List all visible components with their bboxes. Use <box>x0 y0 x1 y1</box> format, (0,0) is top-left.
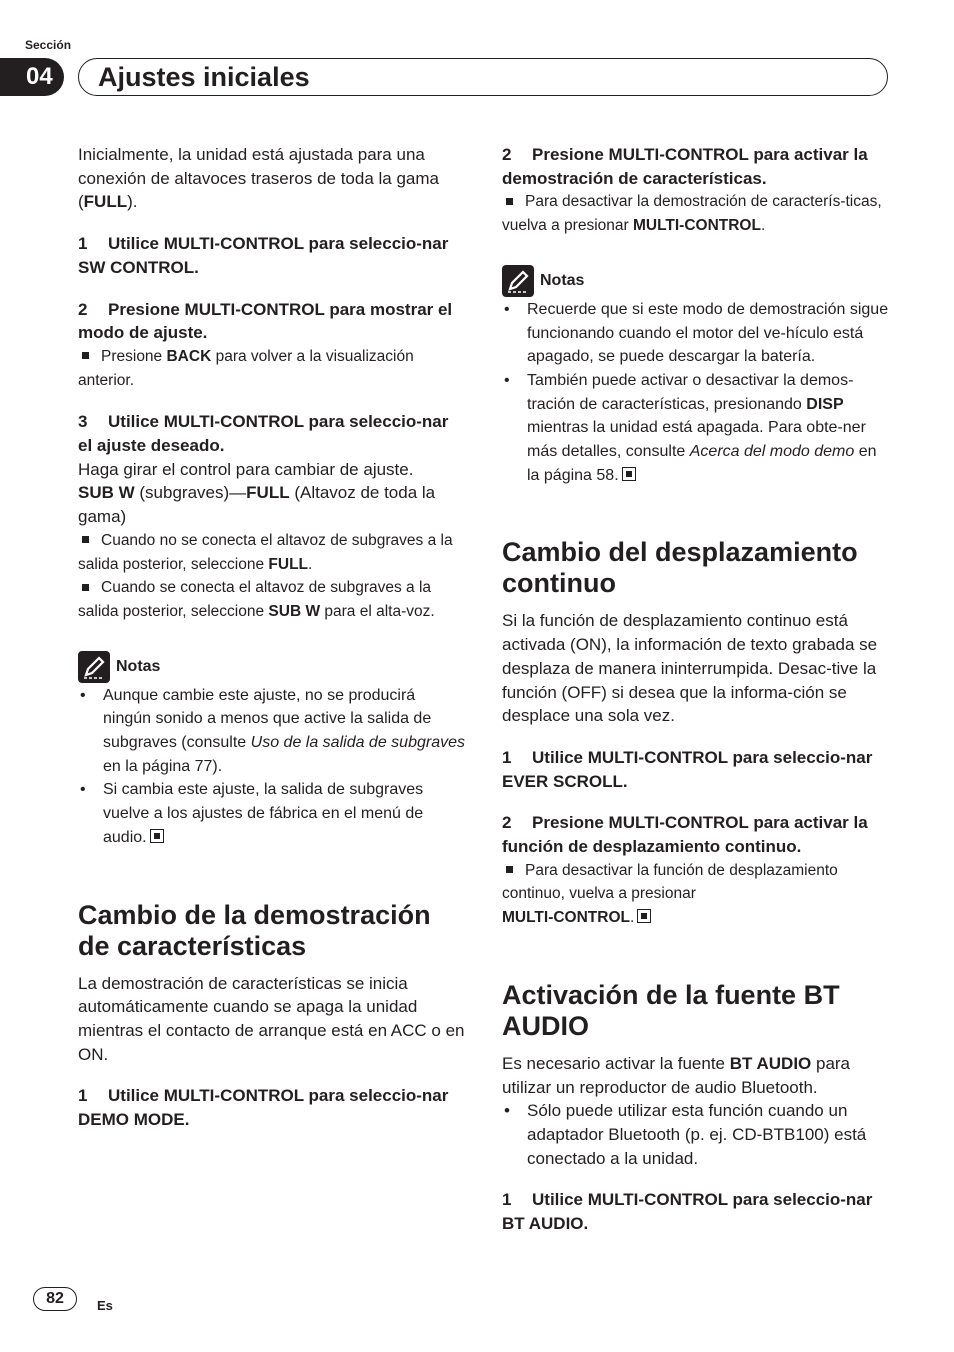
section-heading: Cambio del desplazamiento continuo <box>502 537 858 599</box>
square-bullet-icon <box>82 352 89 359</box>
notes-label: Notas <box>540 271 585 289</box>
step-note: Para desactivar la función de desplazamiento continuo, vuelva a presionar MULTI-CONTROL. <box>502 861 838 927</box>
intro-paragraph: Inicialmente, la unidad está ajustada para una conexión de altavoces traseros de toda la gama (FULL). <box>78 145 440 212</box>
step-note: Presione BACK para volver a la visualización anterior. <box>78 347 414 389</box>
end-mark-icon <box>150 829 164 843</box>
right-column <box>502 143 890 1236</box>
section-label: Sección <box>25 38 72 52</box>
language-code: Es <box>97 1298 113 1313</box>
step-note: Cuando no se conecta el altavoz de subgraves a la salida posterior, seleccione FULL. <box>78 531 453 573</box>
notes-label: Notas <box>116 657 161 675</box>
list-item: • Sólo puede utilizar esta función cuando un adaptador Bluetooth (p. ej. CD-BTB100) está conectado a la unidad. <box>502 1099 890 1170</box>
left-column <box>78 143 466 1132</box>
square-bullet-icon <box>82 536 89 543</box>
square-bullet-icon <box>506 198 513 205</box>
list-item: • Aunque cambie este ajuste, no se producirá ningún sonido a menos que active la salida de subgraves (consulte Uso de la salida de subgraves en la página 77). <box>78 684 466 779</box>
section-heading: Activación de la fuente BT AUDIO <box>502 979 840 1041</box>
step-heading: 2 Presione MULTI-CONTROL para activar la función de desplazamiento continuo. <box>502 813 868 857</box>
step-note: Cuando se conecta el altavoz de subgraves a la salida posterior, seleccione SUB W para el alta-voz. <box>78 579 435 620</box>
step-heading: 1 Utilice MULTI-CONTROL para seleccio-nar DEMO MODE. <box>78 1086 449 1130</box>
body-paragraph: Si la función de desplazamiento continuo está activada (ON), la información de texto grabada se desplaza de manera ininterrumpida. Desac-tive la función (OFF) si desea que la informa-ción se desplace una sola vez. <box>502 611 878 726</box>
end-mark-icon <box>622 467 636 481</box>
section-title: Ajustes iniciales <box>98 62 310 92</box>
step-heading: 1 Utilice MULTI-CONTROL para seleccio-nar BT AUDIO. <box>502 1190 873 1234</box>
step-heading: 3 Utilice MULTI-CONTROL para seleccio-nar el ajuste deseado. <box>78 412 449 456</box>
step-heading: 2 Presione MULTI-CONTROL para activar la demostración de características. <box>502 145 868 188</box>
body-paragraph: Es necesario activar la fuente BT AUDIO para utilizar un reproductor de audio Bluetooth. <box>502 1053 851 1097</box>
square-bullet-icon <box>506 866 513 873</box>
section-heading: Cambio de la demostración de características <box>78 899 431 961</box>
section-number-tab: 04 <box>0 58 64 96</box>
list-item: • Si cambia este ajuste, la salida de subgraves vuelve a los ajustes de fábrica en el menú de audio. <box>78 778 466 849</box>
body-paragraph: La demostración de características se inicia automáticamente cuando se apaga la unidad mientras el contacto de arranque está en ACC o en ON. <box>78 973 465 1064</box>
list-item: • También puede activar o desactivar la demos-tración de características, presionando DISP mientras la unidad está apagada. Para obte-ner más detalles, consulte Acerca del modo demo en la página 58. <box>502 369 890 488</box>
pencil-note-icon <box>502 265 534 297</box>
page-number: 82 <box>33 1287 77 1311</box>
step-note: Para desactivar la demostración de caracterís-ticas, vuelva a presionar MULTI-CONTROL. <box>502 193 882 235</box>
notes-heading <box>502 264 890 298</box>
notes-list <box>502 298 890 488</box>
end-mark-icon <box>637 909 651 923</box>
step-heading: 2 Presione MULTI-CONTROL para mostrar el modo de ajuste. <box>78 299 453 343</box>
square-bullet-icon <box>82 584 89 591</box>
notes-list <box>78 684 466 850</box>
step-body: Haga girar el control para cambiar de ajuste. SUB W (subgraves)—FULL (Altavoz de toda la gama) <box>78 459 436 527</box>
bullet-list <box>502 1099 890 1170</box>
pencil-note-icon <box>78 651 110 683</box>
notes-heading <box>78 650 466 684</box>
list-item: • Recuerde que si este modo de demostración sigue funcionando cuando el motor del ve-hículo está apagado, se puede descargar la batería. <box>502 298 890 369</box>
step-heading: 1 Utilice MULTI-CONTROL para seleccio-nar EVER SCROLL. <box>502 747 873 791</box>
step-heading: 1 Utilice MULTI-CONTROL para seleccio-nar SW CONTROL. <box>78 234 449 277</box>
